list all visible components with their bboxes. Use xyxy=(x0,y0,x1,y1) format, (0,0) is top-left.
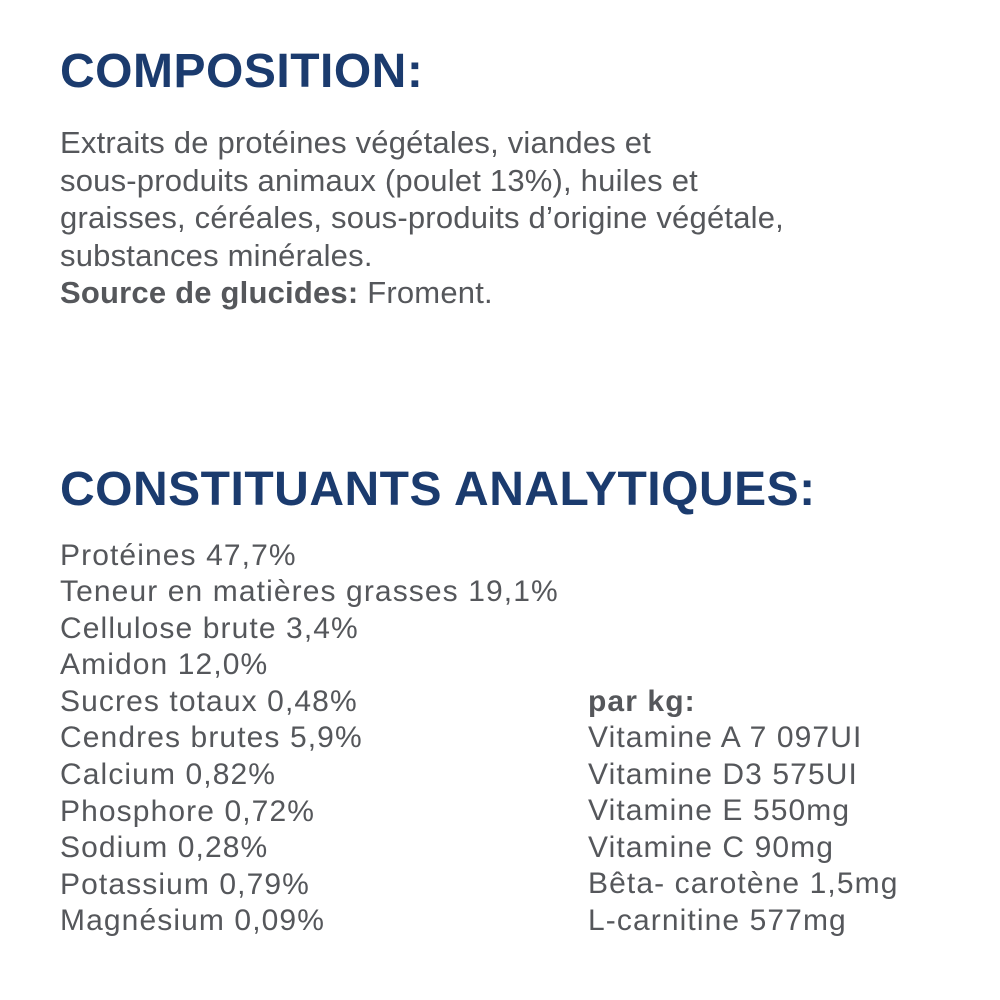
analytical-item: Sodium 0,28% xyxy=(60,831,269,865)
vitamin-item: Vitamine A 7 097UI xyxy=(588,721,863,755)
vitamin-list xyxy=(588,720,899,940)
source-label: Source de glucides: xyxy=(60,275,359,310)
composition-title: COMPOSITION: xyxy=(60,45,424,98)
source-line xyxy=(60,274,970,312)
source-value: Froment. xyxy=(358,275,493,310)
composition-paragraph xyxy=(60,124,970,312)
analytical-item: Protéines 47,7% xyxy=(60,538,297,572)
analytical-left-column xyxy=(60,538,588,941)
vitamin-item: Vitamine C 90mg xyxy=(588,830,835,864)
analytical-item: Amidon 12,0% xyxy=(60,648,269,682)
per-kg-label: par kg: xyxy=(588,684,696,718)
analytical-item: Teneur en matières grasses 19,1% xyxy=(60,575,559,609)
composition-line: substances minérales. xyxy=(60,237,373,273)
analytical-item: Potassium 0,79% xyxy=(60,867,310,901)
vitamin-item: L-carnitine 577mg xyxy=(588,904,847,938)
composition-line: graisses, céréales, sous-produits d’origine végétale, xyxy=(60,200,784,235)
analytical-item: Cendres brutes 5,9% xyxy=(60,721,363,755)
analytical-item: Magnésium 0,09% xyxy=(60,904,325,938)
analytical-columns xyxy=(60,538,970,941)
vitamin-item: Bêta- carotène 1,5mg xyxy=(588,867,899,901)
vitamin-item: Vitamine E 550mg xyxy=(588,794,851,828)
analytical-item: Phosphore 0,72% xyxy=(60,794,316,828)
analytical-item: Calcium 0,82% xyxy=(60,758,277,792)
analytical-right-column xyxy=(588,684,899,940)
composition-line: Extraits de protéines végétales, viandes et xyxy=(60,125,652,160)
vitamin-item: Vitamine D3 575UI xyxy=(588,757,858,791)
composition-line: sous-produits animaux (poulet 13%), huiles et xyxy=(60,162,698,198)
analytical-item: Cellulose brute 3,4% xyxy=(60,611,359,645)
composition-lines xyxy=(60,124,970,274)
analytical-item: Sucres totaux 0,48% xyxy=(60,684,358,718)
analytical-title: CONSTITUANTS ANALYTIQUES: xyxy=(60,462,816,516)
